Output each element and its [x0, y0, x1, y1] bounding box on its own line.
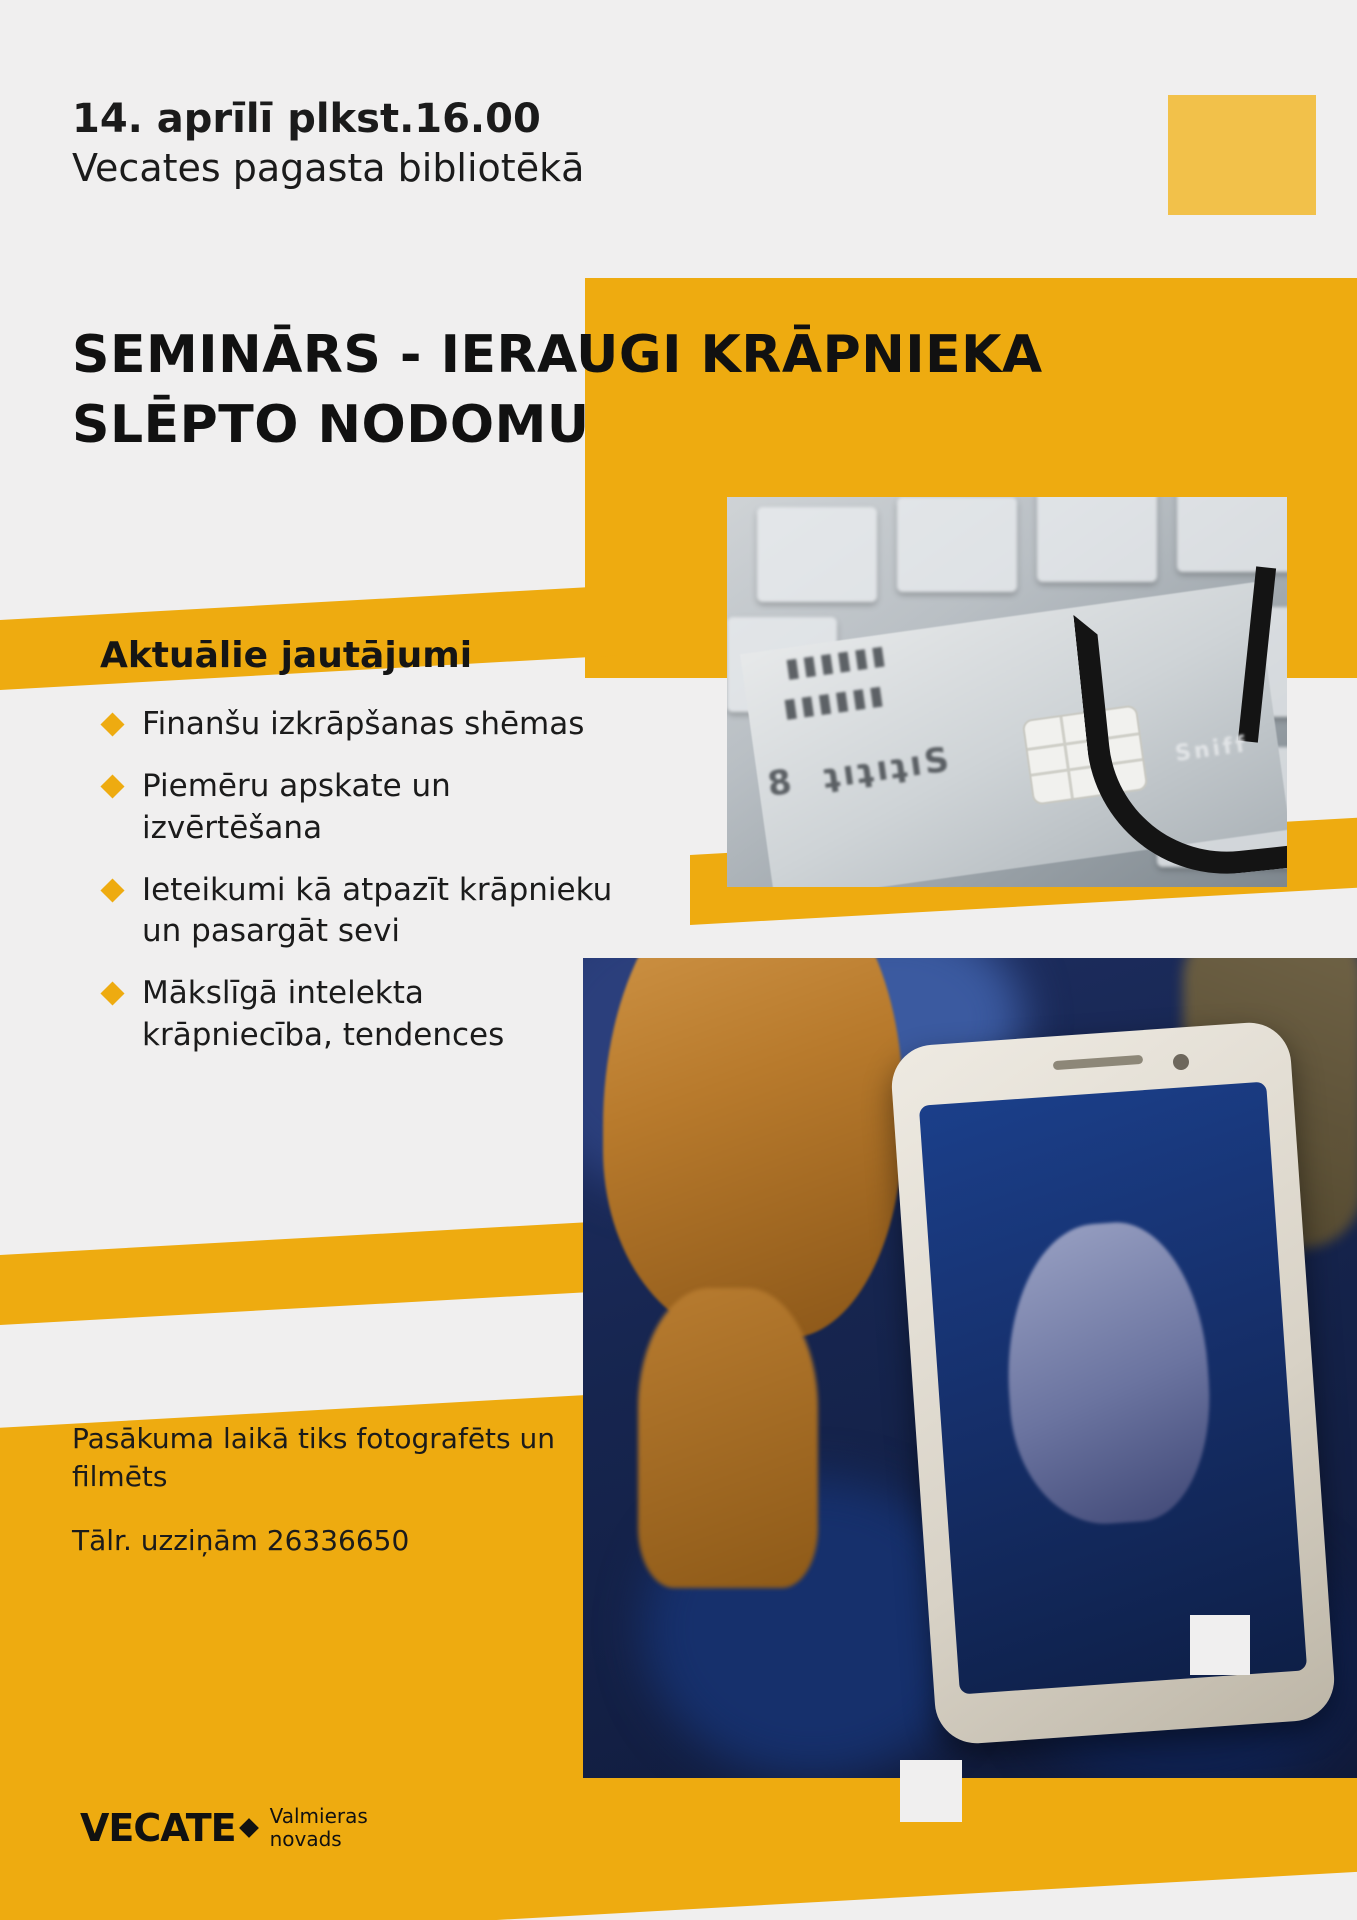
- diamond-bullet-icon: [100, 878, 124, 902]
- photo-notice: Pasākuma laikā tiks fotografēts un filmēts: [72, 1422, 555, 1493]
- organisation-logo: [80, 1805, 368, 1851]
- decor-notch-b: [1190, 1615, 1250, 1675]
- logo-subtitle-line2: novads: [269, 1827, 342, 1851]
- diamond-bullet-icon: [100, 774, 124, 798]
- list-item-label: Finanšu izkrāpšanas shēmas: [142, 706, 585, 742]
- wooden-neck-shape: [638, 1288, 818, 1588]
- wooden-head-shape: [603, 958, 903, 1338]
- screen-head-image: [998, 1217, 1218, 1530]
- decor-notch-c: [900, 1760, 962, 1822]
- diamond-bullet-icon: [100, 712, 124, 736]
- logo-subtitle: [270, 1805, 368, 1851]
- list-item: [100, 973, 620, 1057]
- topics-list: [100, 704, 620, 1057]
- keyboard-card-photo: ▮▮▮▮▮▮ ▮▮▮▮▮▮ 8 ʇıʇıʇıS Sniff: [727, 497, 1287, 887]
- topics-heading: Aktuālie jautājumi: [100, 635, 473, 676]
- decor-band-left-lower: [0, 1218, 660, 1325]
- list-item: [100, 870, 620, 954]
- contact-phone: Tālr. uzziņām 26336650: [72, 1523, 410, 1557]
- decor-square-top-right: [1168, 95, 1316, 215]
- diamond-bullet-icon: [100, 982, 124, 1006]
- logo-subtitle-line1: Valmieras: [269, 1804, 368, 1828]
- decor-notch-d: [1300, 700, 1357, 810]
- event-venue: Vecates pagasta bibliotēkā: [72, 146, 585, 190]
- page-title: SEMINĀRS - IERAUGI KRĀPNIEKA SLĒPTO NODOMU: [72, 325, 1043, 456]
- logo-diamond-icon: [239, 1818, 259, 1838]
- list-item-label: Piemēru apskate un izvērtēšana: [142, 767, 451, 846]
- list-item-label: Mākslīgā intelekta krāpniecība, tendences: [142, 975, 505, 1054]
- list-item-label: Ieteikumi kā atpazīt krāpnieku un pasargāt sevi: [142, 871, 613, 950]
- event-date: 14. aprīlī plkst.16.00: [72, 96, 541, 142]
- event-info: [72, 1420, 612, 1585]
- list-item: [100, 766, 620, 850]
- topics-section: [100, 635, 620, 1077]
- poster-header: [72, 96, 832, 192]
- phone-screen: [919, 1082, 1307, 1695]
- logo-wordmark: VECATE: [80, 1806, 236, 1850]
- list-item: [100, 704, 620, 746]
